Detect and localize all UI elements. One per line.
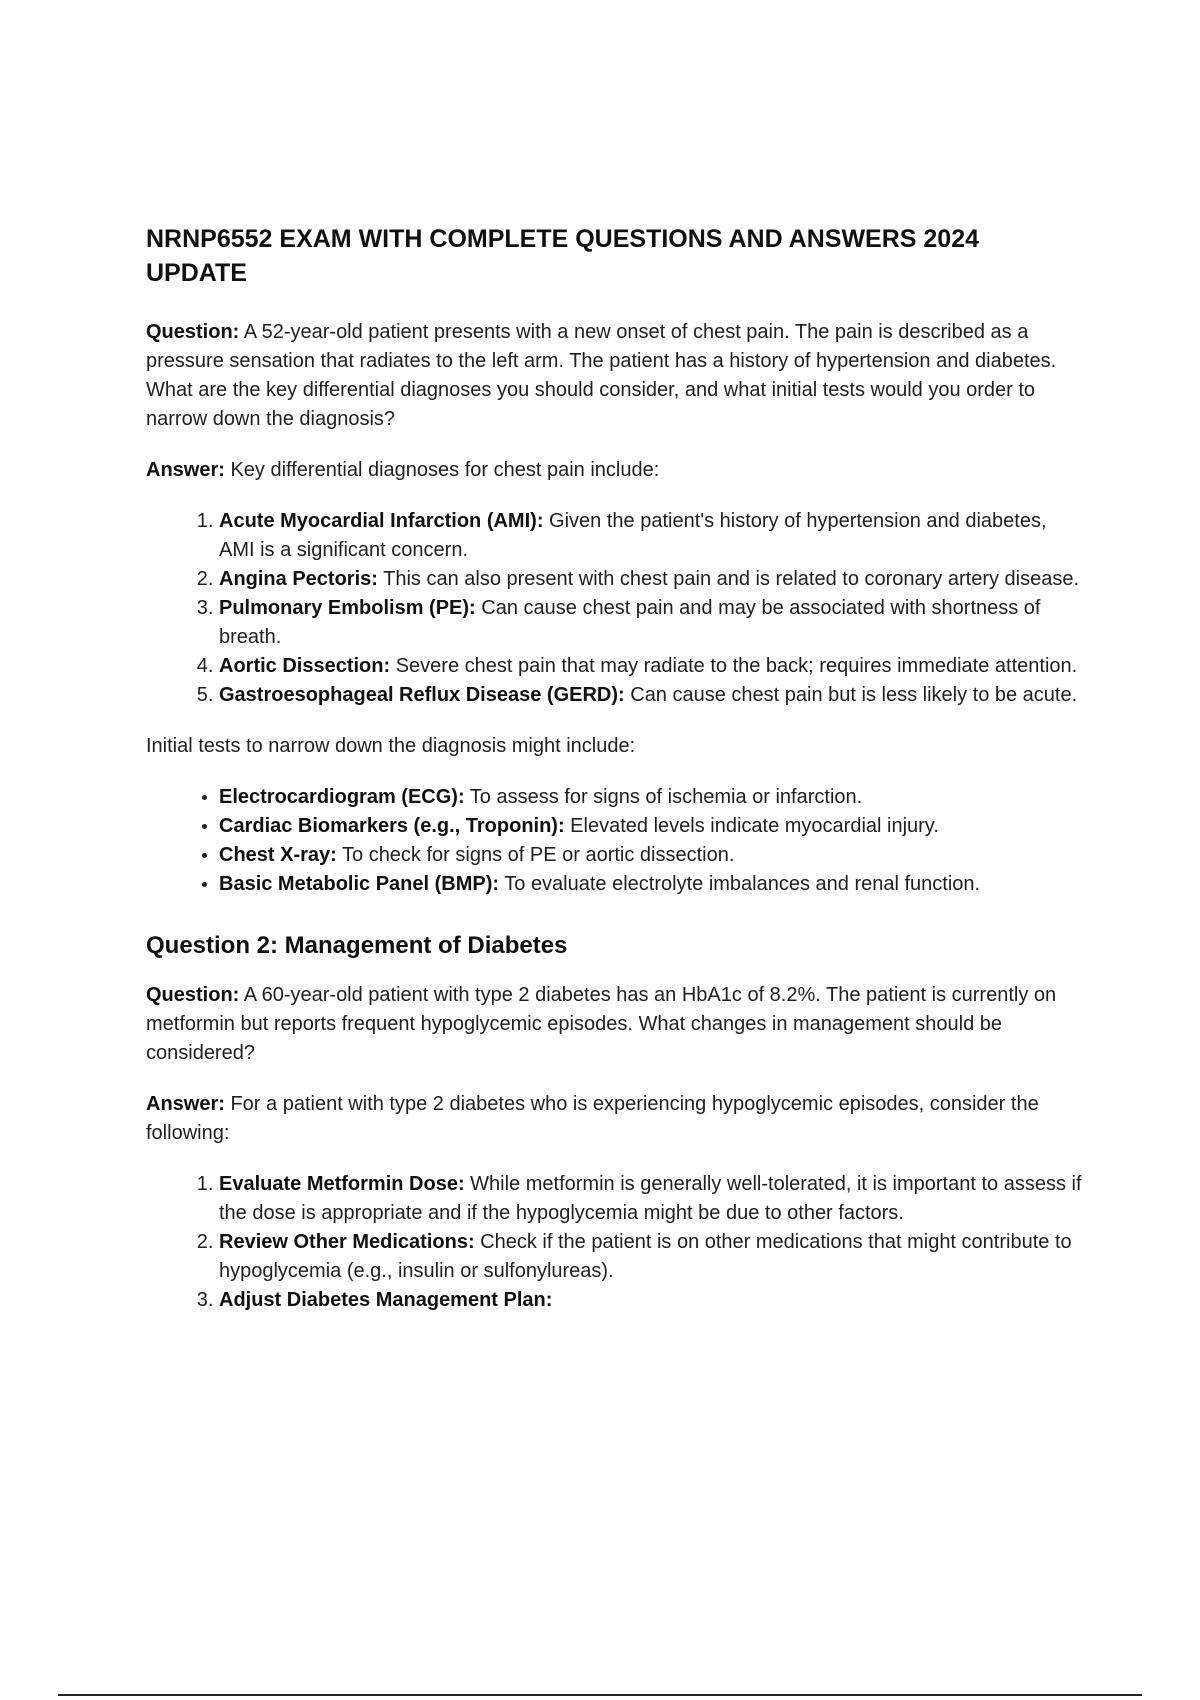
list-item-desc: While metformin is generally well-tolerated, it is important to assess if the dose is appropriate and if the hypoglycemia might be due to other factors. — [219, 1173, 1082, 1224]
q2-question-paragraph — [146, 981, 1086, 1068]
list-item — [219, 870, 1086, 899]
q1-answer-label: Answer: — [146, 459, 225, 481]
list-item — [219, 1170, 1086, 1228]
list-item — [219, 681, 1086, 710]
list-item-desc: To assess for signs of ischemia or infarction. — [464, 786, 863, 808]
list-item-term: Acute Myocardial Infarction (AMI): — [219, 510, 544, 532]
list-item-desc: Can cause chest pain but is less likely to be acute. — [624, 684, 1078, 706]
q1-answer-paragraph — [146, 456, 1086, 485]
q1-question-paragraph — [146, 318, 1086, 434]
list-item — [219, 1228, 1086, 1286]
list-item — [219, 783, 1086, 812]
q2-answer-label: Answer: — [146, 1093, 225, 1115]
q2-question-text: A 60-year-old patient with type 2 diabetes has an HbA1c of 8.2%. The patient is currently on metformin but reports frequent hypoglycemic episodes. What changes in management should be considered? — [146, 984, 1057, 1064]
list-item — [219, 565, 1086, 594]
list-item-desc: Can cause chest pain and may be associated with shortness of breath. — [219, 597, 1041, 648]
list-item — [219, 812, 1086, 841]
list-item-desc: Severe chest pain that may radiate to the back; requires immediate attention. — [390, 655, 1078, 677]
initial-tests-list — [146, 783, 1086, 899]
list-item-term: Gastroesophageal Reflux Disease (GERD): — [219, 684, 625, 706]
list-item — [219, 594, 1086, 652]
list-item-desc: This can also present with chest pain and is related to coronary artery disease. — [377, 568, 1080, 590]
list-item-term: Evaluate Metformin Dose: — [219, 1173, 465, 1195]
q2-question-label: Question: — [146, 984, 240, 1006]
document-page — [146, 222, 1086, 1337]
list-item-term: Aortic Dissection: — [219, 655, 391, 677]
list-item-term: Angina Pectoris: — [219, 568, 378, 590]
list-item-desc: Check if the patient is on other medications that might contribute to hypoglycemia (e.g., insulin or sulfonylureas). — [219, 1231, 1072, 1282]
list-item-term: Chest X-ray: — [219, 844, 337, 866]
management-steps-list — [146, 1170, 1086, 1315]
list-item-term: Cardiac Biomarkers (e.g., Troponin): — [219, 815, 565, 837]
page-bottom-divider — [58, 1694, 1142, 1696]
list-item-term: Basic Metabolic Panel (BMP): — [219, 873, 500, 895]
list-item-desc: To check for signs of PE or aortic dissection. — [336, 844, 735, 866]
q1-question-label: Question: — [146, 321, 240, 343]
list-item-term: Electrocardiogram (ECG): — [219, 786, 465, 808]
q2-answer-text: For a patient with type 2 diabetes who is experiencing hypoglycemic episodes, consider the following: — [146, 1093, 1039, 1144]
list-item-desc: Given the patient's history of hypertension and diabetes, AMI is a significant concern. — [219, 510, 1047, 561]
document-title: NRNP6552 EXAM WITH COMPLETE QUESTIONS AND ANSWERS 2024 UPDATE — [146, 225, 980, 287]
list-item — [219, 507, 1086, 565]
tests-intro: Initial tests to narrow down the diagnosis might include: — [146, 735, 636, 757]
list-item-desc: To evaluate electrolyte imbalances and renal function. — [499, 873, 981, 895]
list-item-term: Pulmonary Embolism (PE): — [219, 597, 476, 619]
list-item — [219, 1286, 1086, 1315]
differential-diagnoses-list — [146, 507, 1086, 710]
q2-answer-paragraph — [146, 1090, 1086, 1148]
q1-question-text: A 52-year-old patient presents with a new onset of chest pain. The pain is described as a pressure sensation that radiates to the left arm. The patient has a history of hypertension and diabetes. What are the key differential diagnoses you should consider, and what initial tests would you order to narrow down the diagnosis? — [146, 321, 1057, 430]
q1-answer-text: Key differential diagnoses for chest pain include: — [224, 459, 660, 481]
list-item-term: Review Other Medications: — [219, 1231, 475, 1253]
list-item — [219, 652, 1086, 681]
q2-heading: Question 2: Management of Diabetes — [146, 932, 568, 959]
list-item-term: Adjust Diabetes Management Plan: — [219, 1289, 553, 1311]
list-item — [219, 841, 1086, 870]
list-item-desc: Elevated levels indicate myocardial injury. — [564, 815, 939, 837]
